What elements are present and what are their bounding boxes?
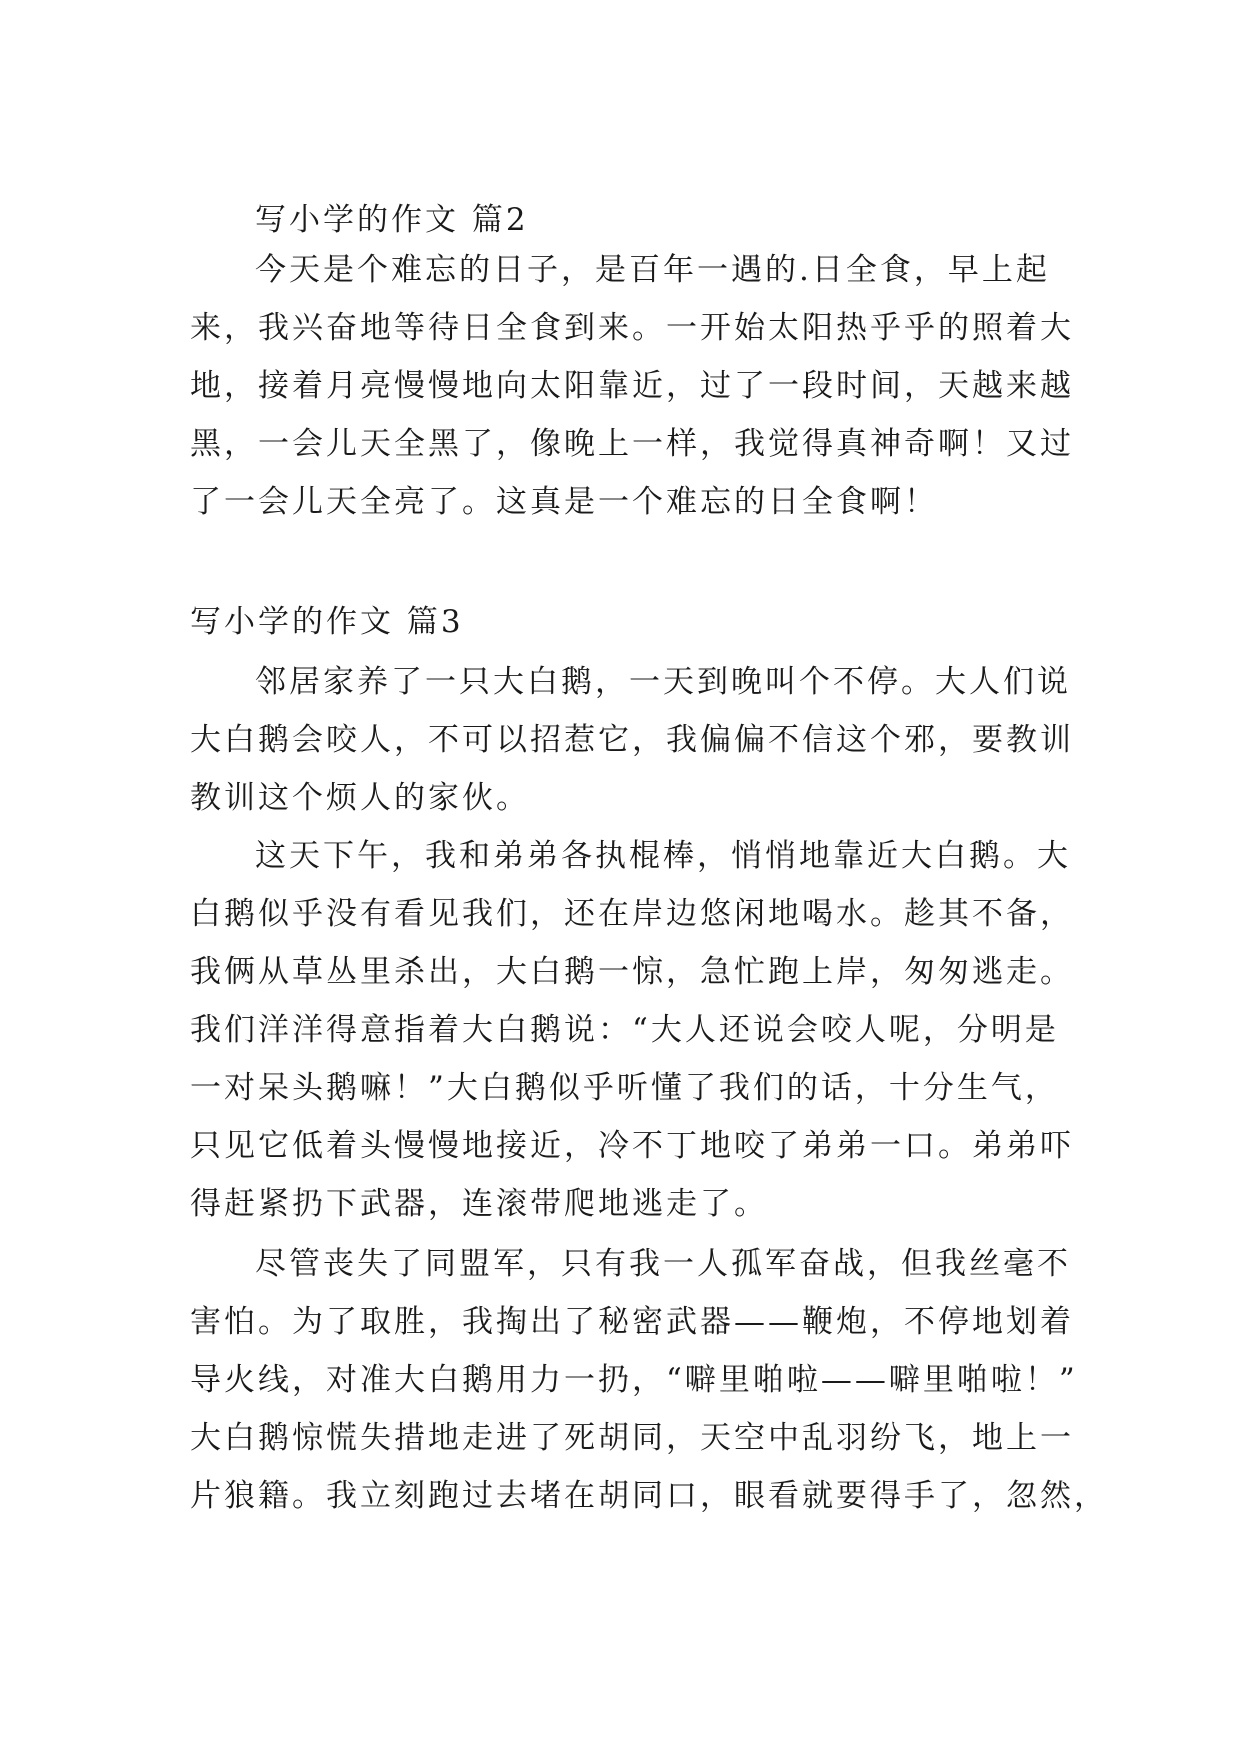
- essay3-line: 教训这个烦人的家伙。: [190, 780, 530, 816]
- essay3-line: 尽管丧失了同盟军，只有我一人孤军奋战，但我丝毫不: [255, 1246, 1071, 1282]
- essay2-line: 了一会儿天全亮了。这真是一个难忘的日全食啊！: [190, 484, 938, 520]
- essay3-line: 害怕。为了取胜，我掏出了秘密武器——鞭炮，不停地划着: [190, 1304, 1074, 1340]
- essay3-line: 这天下午，我和弟弟各执棍棒，悄悄地靠近大白鹅。大: [255, 838, 1071, 874]
- essay3-line: 我们洋洋得意指着大白鹅说：“大人还说会咬人呢，分明是: [190, 1012, 1059, 1048]
- essay3-line: 大白鹅会咬人，不可以招惹它，我偏偏不信这个邪，要教训: [190, 722, 1074, 758]
- essay3-line: 邻居家养了一只大白鹅，一天到晚叫个不停。大人们说: [255, 664, 1071, 700]
- essay3-line: 导火线，对准大白鹅用力一扔，“噼里啪啦——噼里啪啦！”: [190, 1362, 1078, 1398]
- essay3-line: 大白鹅惊慌失措地走进了死胡同，天空中乱羽纷飞，地上一: [190, 1420, 1074, 1456]
- essay3-line: 片狼籍。我立刻跑过去堵在胡同口，眼看就要得手了，忽然，: [190, 1478, 1108, 1514]
- essay3-line: 一对呆头鹅嘛！”大白鹅似乎听懂了我们的话，十分生气，: [190, 1070, 1059, 1106]
- essay3-line: 得赶紧扔下武器，连滚带爬地逃走了。: [190, 1186, 768, 1222]
- essay2-line: 来，我兴奋地等待日全食到来。一开始太阳热乎乎的照着大: [190, 310, 1074, 346]
- essay3-heading: 写小学的作文 篇3: [190, 604, 464, 640]
- essay2-line: 今天是个难忘的日子，是百年一遇的.日全食，早上起: [255, 252, 1050, 288]
- essay2-heading: 写小学的作文 篇2: [255, 202, 529, 238]
- essay3-line: 我俩从草丛里杀出，大白鹅一惊，急忙跑上岸，匆匆逃走。: [190, 954, 1074, 990]
- essay2-line: 黑，一会儿天全黑了，像晚上一样，我觉得真神奇啊！又过: [190, 426, 1074, 462]
- essay3-line: 白鹅似乎没有看见我们，还在岸边悠闲地喝水。趁其不备，: [190, 896, 1074, 932]
- essay3-line: 只见它低着头慢慢地接近，冷不丁地咬了弟弟一口。弟弟吓: [190, 1128, 1074, 1164]
- essay2-line: 地，接着月亮慢慢地向太阳靠近，过了一段时间，天越来越: [190, 368, 1074, 404]
